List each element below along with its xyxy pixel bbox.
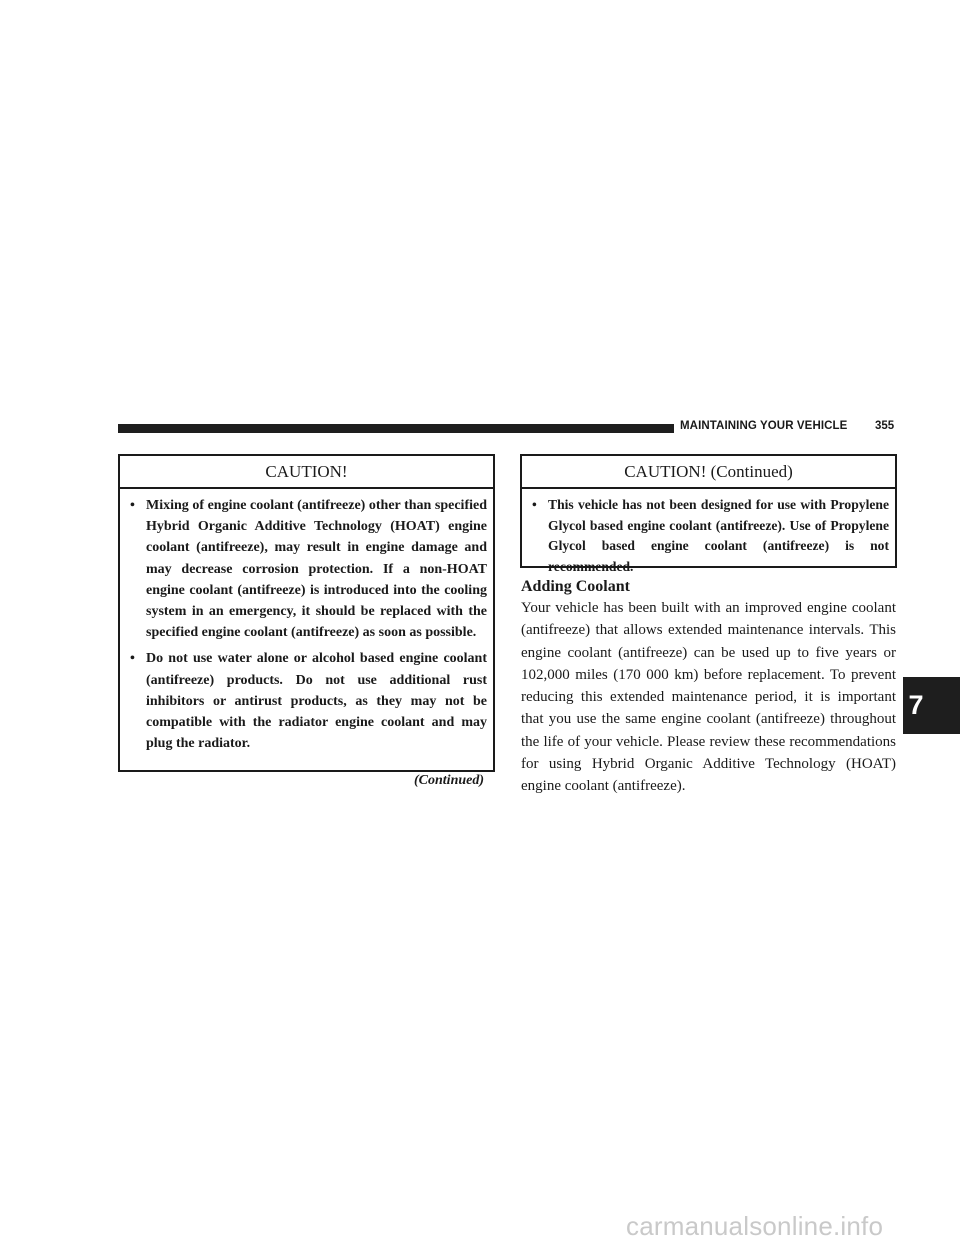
- bullet-icon: •: [130, 651, 135, 667]
- chapter-number: 7: [908, 690, 924, 720]
- section-heading: Adding Coolant: [521, 578, 630, 595]
- bullet-icon: •: [130, 498, 135, 513]
- caution-item: [120, 648, 487, 754]
- caution-item: [120, 495, 487, 643]
- caution-title: CAUTION! (Continued): [522, 456, 895, 489]
- caution-item-text: This vehicle has not been designed for use with Propylene Glycol based engine coolant (antifreeze). Use of Propylene Glycol based engine coolant (antifreeze) is not recommended.: [548, 497, 889, 574]
- page-number: 355: [875, 420, 895, 432]
- caution-item: [522, 495, 889, 577]
- body-paragraph: Your vehicle has been built with an improved engine coolant (antifreeze) that allows extended maintenance intervals. This engine coolant (antifreeze) can be used up to five years or 102,000 miles (170 000 km) before replacement. To prevent reducing this extended maintenance period, it is important that you use the same engine coolant (antifreeze) throughout the life of your vehicle. Please review these recommendations for using Hybrid Organic Additive Technology (HOAT) engine coolant (antifreeze).: [521, 600, 896, 795]
- caution-list: [120, 489, 493, 760]
- caution-box-left: [118, 454, 495, 772]
- caution-box-right: [520, 454, 897, 574]
- running-header-title: MAINTAINING YOUR VEHICLE: [680, 420, 848, 432]
- watermark: carmanualsonline.info: [626, 1211, 884, 1241]
- bullet-icon: •: [532, 497, 537, 512]
- header-rule: [118, 424, 674, 433]
- continued-note: (Continued): [414, 773, 485, 788]
- caution-title: CAUTION!: [120, 456, 493, 489]
- caution-list: [522, 489, 895, 583]
- caution-item-text: Mixing of engine coolant (antifreeze) other than specified Hybrid Organic Additive Technology (HOAT) engine coolant (antifreeze), may result in engine damage and may decrease corrosion protection. If a non-HOAT engine coolant (antifreeze) is introduced into the cooling system in an emergency, it should be replaced with the specified engine coolant (antifreeze) as soon as possible.: [146, 498, 487, 641]
- caution-item-text: Do not use water alone or alcohol based engine coolant (antifreeze) products. Do not use additional rust inhibitors or antirust products, as they may not be compatible with the radiator engine coolant and may plug the radiator.: [146, 651, 487, 752]
